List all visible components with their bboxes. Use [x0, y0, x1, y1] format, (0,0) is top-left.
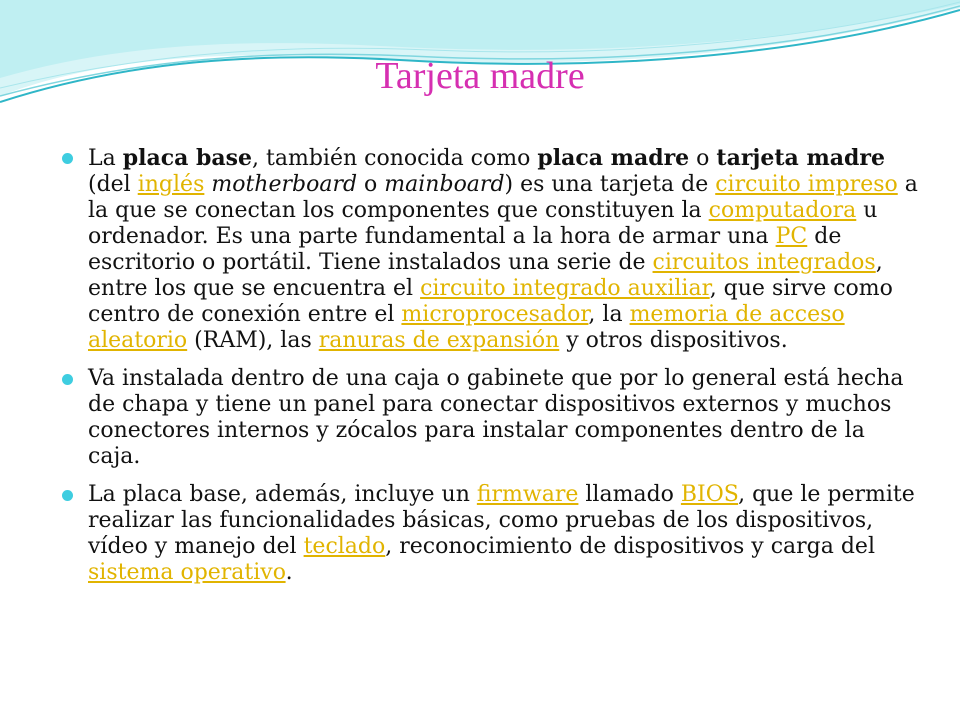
- link-circuito-integrado-auxiliar[interactable]: circuito integrado auxiliar: [420, 276, 710, 301]
- link-ranuras-de-expansion[interactable]: ranuras de expansión: [318, 328, 560, 353]
- link-pc[interactable]: PC: [775, 224, 808, 249]
- bullet-icon: [62, 490, 73, 501]
- link-circuitos-integrados[interactable]: circuitos integrados: [652, 250, 876, 275]
- bullet-list: [62, 145, 920, 598]
- link-ingles[interactable]: inglés: [137, 172, 205, 197]
- link-teclado[interactable]: teclado: [303, 534, 386, 559]
- list-item: La placa base, también conocida como placa madre o tarjeta madre (del inglés motherboard o mainboard) es una tarjeta de circuito impreso a la que se conectan los componentes que constituyen la computadora u ordenador. Es una parte fundamental a la hora de armar una PC de escritorio o portátil. Tiene instalados una serie de circuitos integrados, entre los que se encuentra el circuito integrado auxiliar, que sirve como centro de conexión entre el microprocesador, la memoria de acceso aleatorio (RAM), las ranuras de expansión y otros dispositivos.: [62, 145, 920, 354]
- link-memoria-de-acceso-aleatorio[interactable]: memoria de acceso aleatorio: [88, 302, 845, 353]
- link-computadora[interactable]: computadora: [708, 198, 857, 223]
- link-microprocesador[interactable]: microprocesador: [401, 302, 589, 327]
- bullet-icon: [62, 153, 73, 164]
- bullet-icon: [62, 374, 73, 385]
- link-sistema-operativo[interactable]: sistema operativo: [88, 560, 286, 585]
- slide-title: Tarjeta madre: [375, 55, 585, 97]
- link-firmware[interactable]: firmware: [476, 482, 579, 507]
- list-item: Va instalada dentro de una caja o gabinete que por lo general está hecha de chapa y tiene un panel para conectar dispositivos externos y muchos conectores internos y zócalos para instalar componentes dentro de la caja.: [62, 366, 920, 470]
- list-item: La placa base, además, incluye un firmware llamado BIOS, que le permite realizar las funcionalidades básicas, como pruebas de los dispositivos, vídeo y manejo del teclado, reconocimiento de dispositivos y carga del sistema operativo.: [62, 482, 920, 586]
- link-circuito-impreso[interactable]: circuito impreso: [715, 172, 898, 197]
- link-bios[interactable]: BIOS: [680, 482, 739, 507]
